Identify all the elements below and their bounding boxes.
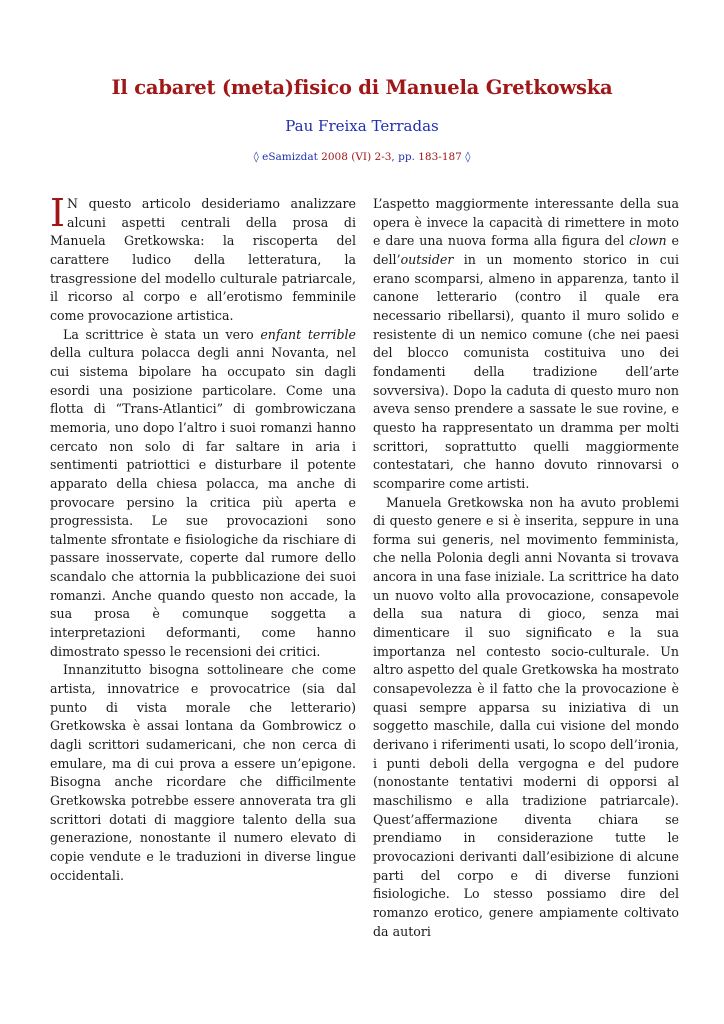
article-title: Il cabaret (meta)fisico di Manuela Gretkowska	[111, 76, 613, 99]
emphasis-text: clown	[629, 233, 667, 249]
article-author: Pau Freixa Terradas	[285, 117, 439, 135]
emphasis-text: outsider	[400, 251, 454, 267]
paragraph-text: La scrittrice è stata un vero	[63, 326, 261, 342]
citation-close-mark: ◊	[465, 151, 471, 163]
paragraph-text: L’aspetto maggiormente interessante della sua opera è invece la capacità di rimettere in moto e dare una nuova forma alla figura del	[373, 196, 679, 249]
paragraph: Innanzitutto bisogna sottolineare che come artista, innovatrice e provocatrice (sia dal punto di vista morale che letterario) Gretkowska è assai lontana da Gombrowicz o dagli scrittori sudamericani, che non cerca di emulare, ma di cui prova a essere un’epigone. Bisogna anche ricordare che difficilmente Gretkowska potrebbe essere annoverata tra gli scrittori dotati di maggiore talento della sua generazione, nonostante il numero elevato di copie vendute e le traduzioni in diverse lingue occidentali.	[50, 662, 356, 883]
citation-pages: 183-187	[418, 151, 462, 163]
paragraph	[50, 326, 356, 662]
citation-open-mark: ◊	[253, 151, 259, 163]
right-column	[373, 195, 679, 941]
paragraph-text: e dell’	[373, 233, 680, 267]
drop-cap: I	[50, 191, 66, 235]
left-column	[50, 191, 356, 885]
citation-line	[0, 151, 724, 163]
paragraph-text: della cultura polacca degli anni Novanta, nel cui sistema bipolare ha occupato sin dagli esordi una posizione particolare. Come una flotta di “Trans-Atlantici” di gombrowiczana memoria, uno dopo l’altro i suoi romanzi hanno cercato non solo di far saltare in aria i sentimenti patriottici e disturbare il potente apparato della chiesa polacca, ma anche di provocare persino la critica più aperta e progressista. Le sue provocazioni sono talmente sfrontate e fisiologiche da rischiare di passare inosservate, coperte dal rumore dello scandalo che attornia la pubblicazione dei suoi romanzi. Anche quando questo non accade, la sua prosa è comunque soggetta a interpretazioni deformanti, come hanno dimostrato spesso le recensioni dei critici.	[50, 345, 356, 659]
citation-volume: (VI) 2-3	[351, 151, 392, 163]
paragraph-text: N questo articolo desideriamo analizzare alcuni aspetti centrali della prosa di Manuela Gretkowska: la riscoperta del carattere ludico della letteratura, la trasgressione del modello culturale patriarcale, il ricorso al corpo e all’erotismo femminile come provocazione artistica.	[50, 196, 356, 323]
paragraph	[373, 195, 679, 494]
paragraph: Manuela Gretkowska non ha avuto problemi di questo genere e si è inserita, seppure in una forma sui generis, nel movimento femminista, che nella Polonia degli anni Novanta si trovava ancora in una fase iniziale. La scrittrice ha dato un nuovo volto alla provocazione, consapevole della sua natura di gioco, senza mai dimenticare il suo significato e la sua importanza nel contesto socio-culturale. Un altro aspetto del quale Gretkowska ha mostrato consapevolezza è il fatto che la provocazione è quasi sempre apparsa su iniziativa di un soggetto maschile, dalla cui visione del mondo derivano i riferimenti usati, lo scopo dell’ironia, i punti deboli della vergogna e del pudore (nonostante tentativi moderni di opporsi al maschilismo e alla tradizione patriarcale). Quest’affermazione diventa chiara se prendiamo in considerazione tutte le provocazioni derivanti dall’esibizione di alcune parti del corpo e di diverse funzioni fisiologiche. Lo stesso possiamo dire del romanzo erotico, genere ampiamente coltivato da autori	[373, 494, 679, 939]
emphasis-text: enfant terrible	[260, 326, 356, 342]
citation-journal[interactable]: eSamizdat	[262, 151, 318, 163]
citation-year: 2008	[321, 151, 348, 163]
paragraph	[50, 191, 356, 326]
citation-pages-label: , pp.	[391, 151, 415, 163]
paragraph-text: in un momento storico in cui erano scomparsi, almeno in apparenza, tanto il canone letterario (contro il quale era necessario ribellarsi), quanto il muro solido e resistente di un nemico comune (che nei paesi del blocco comunista costituiva uno dei fondamenti della tradizione dell’arte sovversiva). Dopo la caduta di questo muro non aveva senso prendere a sassate le sue rovine, e questo ha rappresentato un dramma per molti scrittori, soprattutto quelli maggiormente contestatari, che hanno dovuto rinnovarsi o scomparire come artisti.	[373, 251, 679, 491]
